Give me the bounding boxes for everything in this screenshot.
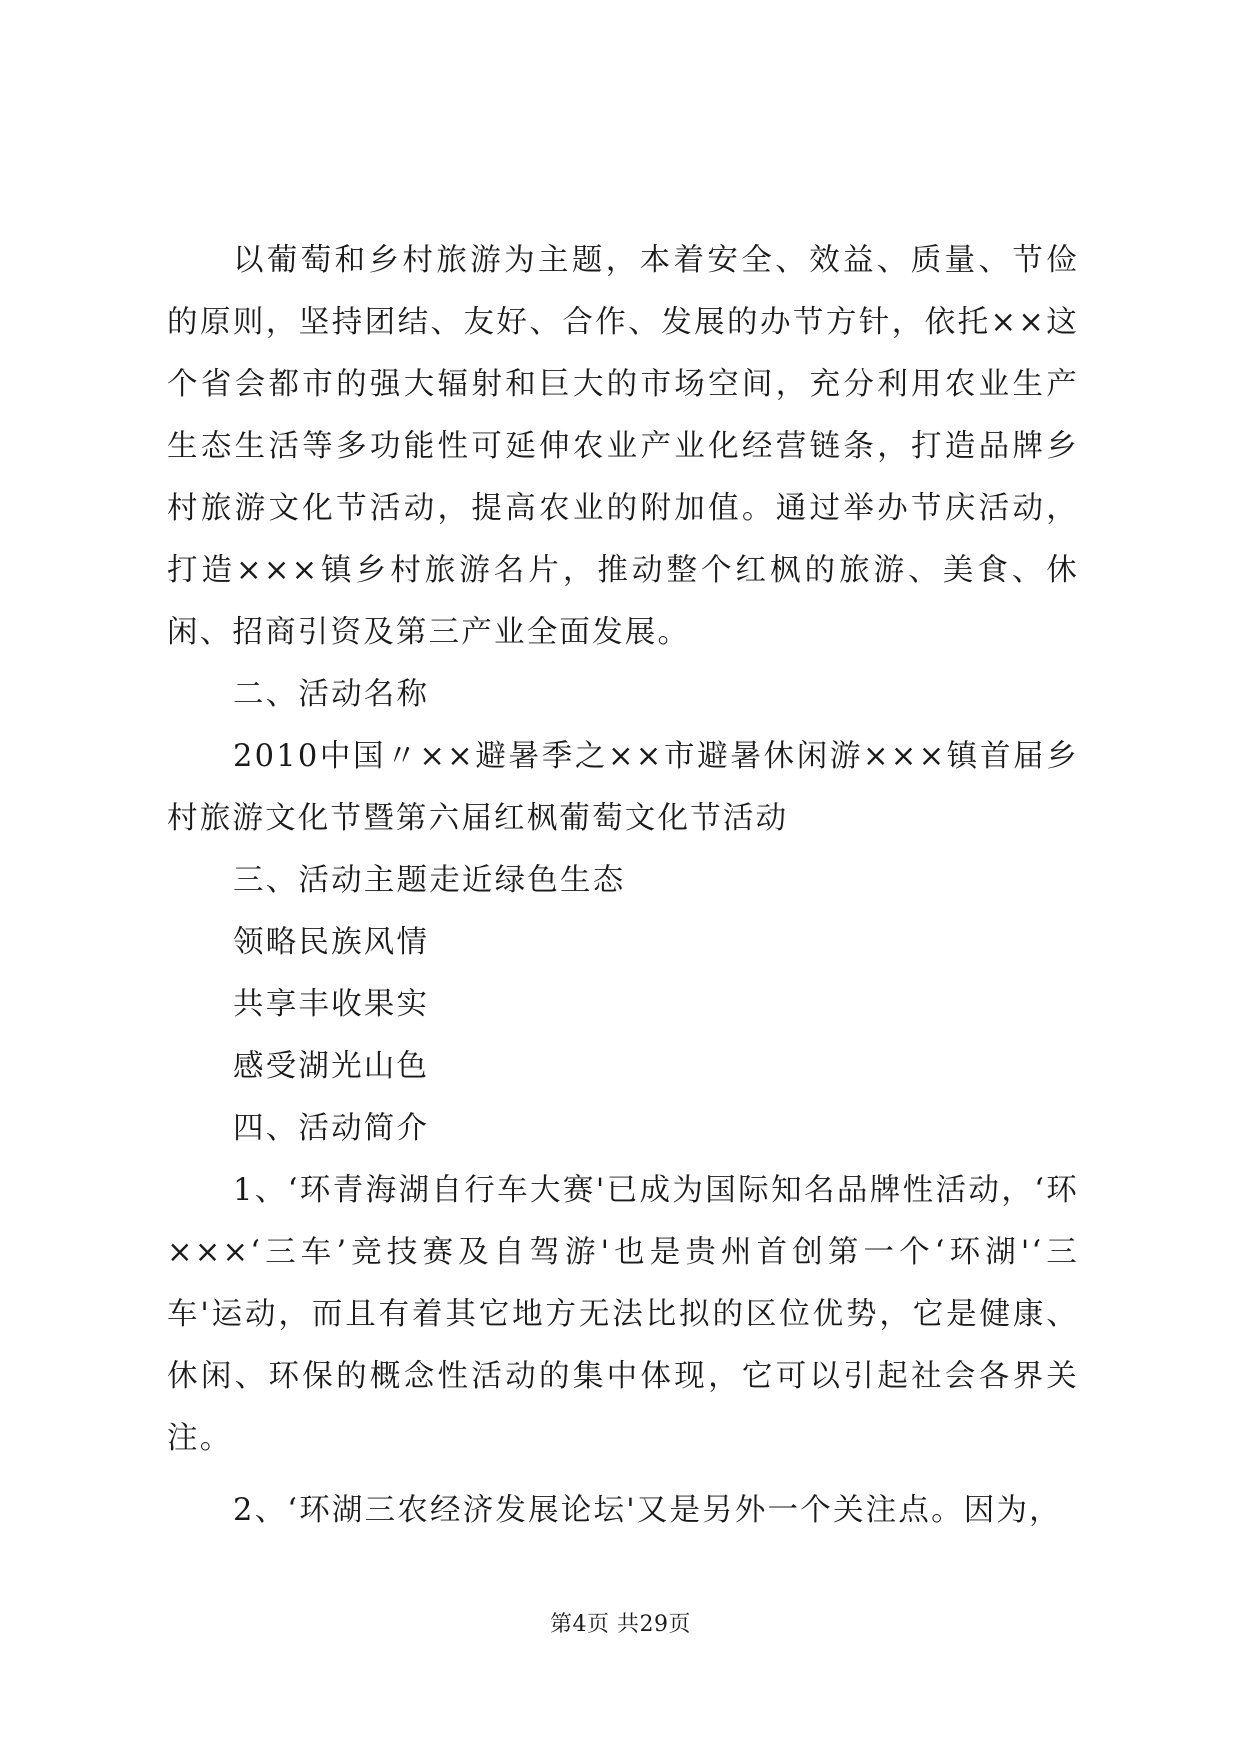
- heading-activity-theme: 三、活动主题走近绿色生态: [233, 863, 626, 898]
- paragraph-intro: 以葡萄和乡村旅游为主题，本着安全、效益、质量、节俭的原则，坚持团结、友好、合作、发展的办节方针，依托××这个省会都市的强大辐射和巨大的市场空间，充分利用农业生产生态生活等多功能性可延伸农业产业化经营链条，打造品牌乡村旅游文化节活动，提高农业的附加值。通过举办节庆活动，打造×××镇乡村旅游名片，推动整个红枫的旅游、美食、休闲、招商引资及第三产业全面发展。: [167, 243, 1079, 650]
- page-footer: 第4页 共29页: [550, 1612, 691, 1637]
- theme-line: 共享丰收果实: [233, 987, 430, 1022]
- document-body: [167, 230, 1079, 1542]
- heading-activity-intro: 四、活动简介: [233, 1111, 430, 1146]
- paragraph-intro-item-2: 2、‘环湖三农经济发展论坛'又是另外一个关注点。因为，: [233, 1493, 1062, 1528]
- heading-activity-name: 二、活动名称: [233, 677, 430, 712]
- theme-line: 感受湖光山色: [233, 1049, 430, 1084]
- paragraph-activity-name: 2010中国〃××避暑季之××市避暑休闲游×××镇首届乡村旅游文化节暨第六届红枫葡萄文化节活动: [167, 739, 1079, 836]
- paragraph-intro-item-1: 1、‘环青海湖自行车大赛'已成为国际知名品牌性活动，‘环×××‘三车’竞技赛及自驾游'也是贵州首创第一个‘环湖'‘三车'运动，而且有着其它地方无法比拟的区位优势，它是健康、休闲、环保的概念性活动的集中体现，它可以引起社会各界关注。: [167, 1173, 1079, 1456]
- theme-line: 领略民族风情: [233, 925, 430, 960]
